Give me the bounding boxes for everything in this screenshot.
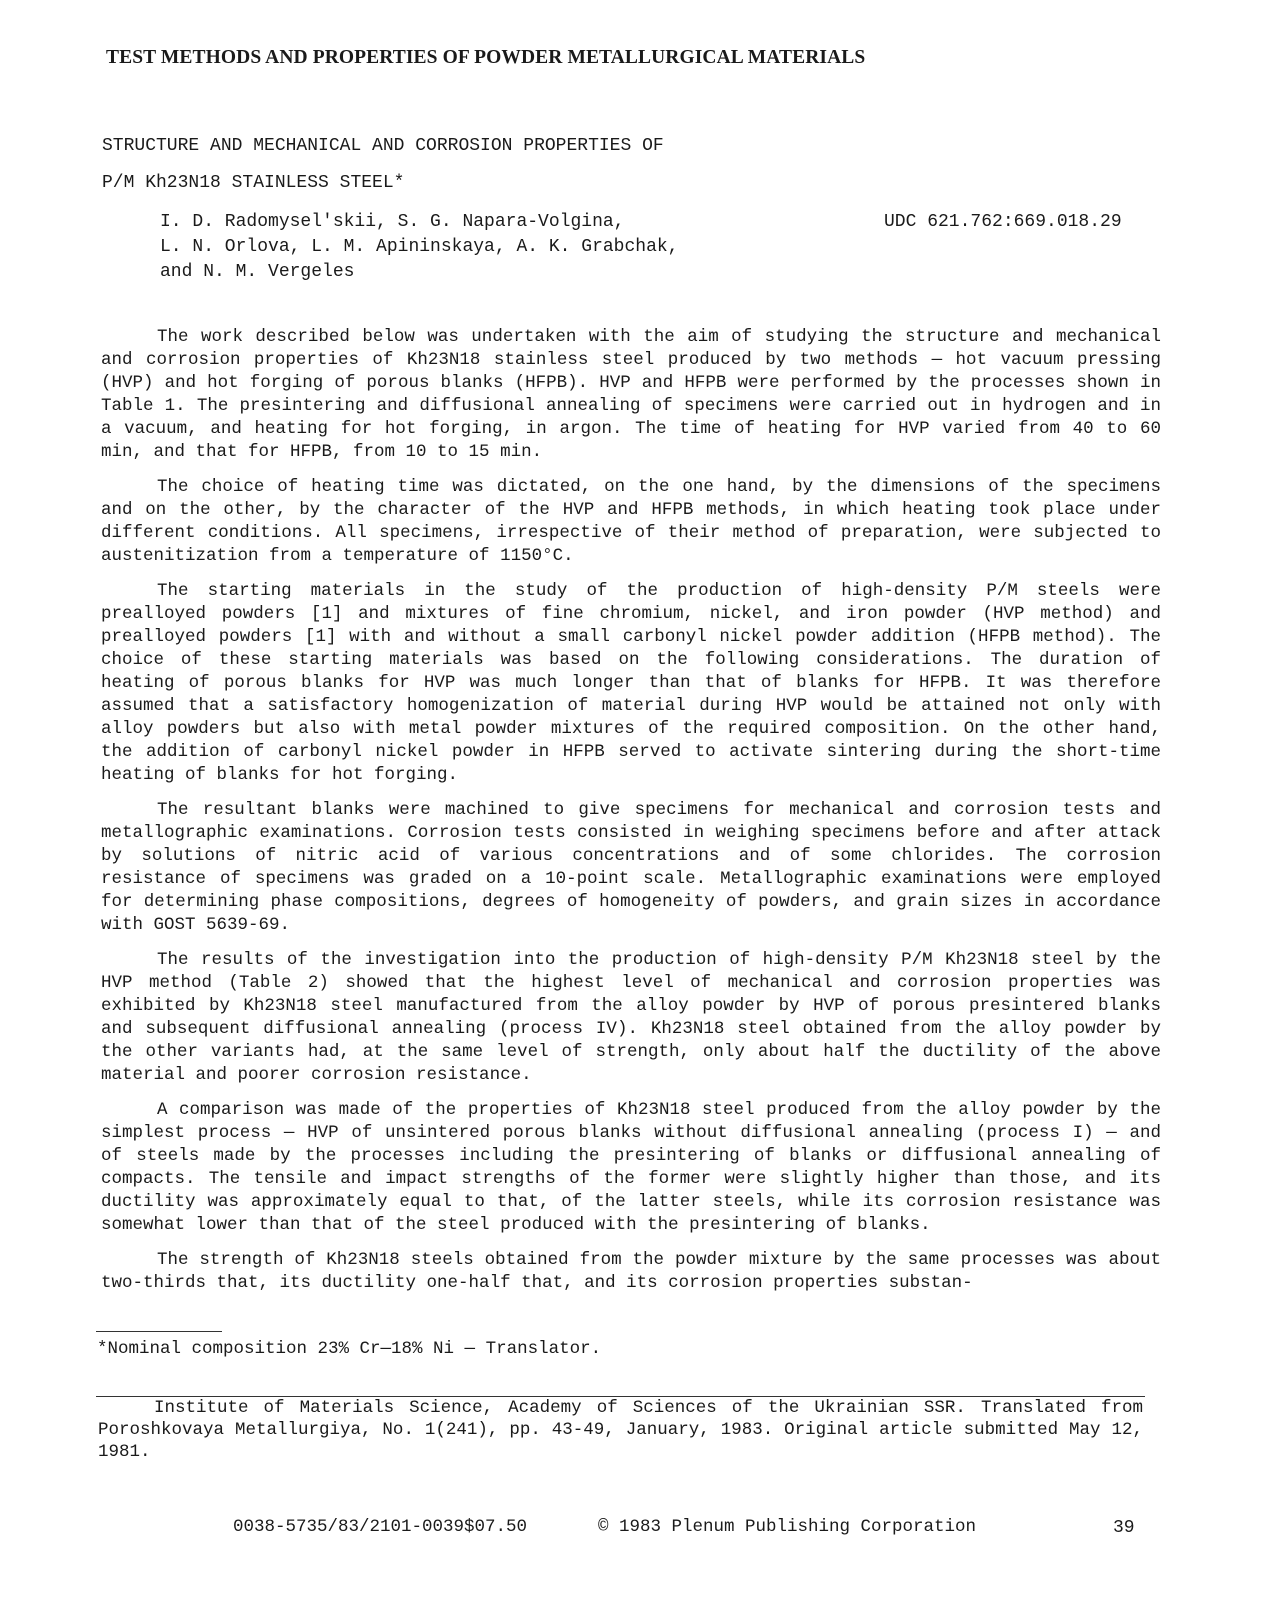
authors-line-1: I. D. Radomysel'skii, S. G. Napara-Volgina, <box>160 212 625 232</box>
institute-note: Institute of Materials Science, Academy of Sciences of the Ukrainian SSR. Translated from Poroshkovaya Metallurgiya, No. 1(241), pp. 43-49, January, 1983. Original article submitted May 12, 1981. <box>98 1398 1143 1462</box>
authors-line-3: and N. M. Vergeles <box>160 262 355 282</box>
paragraph-3: The starting materials in the study of the production of high-density P/M steels were prealloyed powders [1] and mixtures of fine chromium, nickel, and iron powder (HVP method) and prealloyed powders [1] with and without a small carbonyl nickel powder addition (HFPB method). The choice of these starting materials was based on the following considerations. The duration of heating of porous blanks for HVP was much longer than that of blanks for HFPB. It was therefore assumed that a satisfactory homogenization of material during HVP would be attained not only with alloy powders but also with metal powder mixtures of the required composition. On the other hand, the addition of carbonyl nickel powder in HFPB served to activate sintering during the short-time heating of blanks for hot forging. <box>101 581 1161 785</box>
article-body <box>101 326 1161 1307</box>
article-title <box>102 128 664 202</box>
udc-code: UDC 621.762:669.018.29 <box>884 212 1122 232</box>
footnote-divider <box>96 1331 222 1332</box>
paragraph-5: The results of the investigation into the production of high-density P/M Kh23N18 steel by the HVP method (Table 2) showed that the highest level of mechanical and corrosion properties was exhibited by Kh23N18 steel manufactured from the alloy powder by HVP of porous presintered blanks and subsequent diffusional annealing (process IV). Kh23N18 steel obtained from the alloy powder by the other variants had, at the same level of strength, only about half the ductility of the above material and poorer corrosion resistance. <box>101 950 1161 1085</box>
footer-copyright: © 1983 Plenum Publishing Corporation <box>598 1517 977 1537</box>
paragraph-7: The strength of Kh23N18 steels obtained from the powder mixture by the same processes was about two-thirds that, its ductility one-half that, and its corrosion properties substan- <box>101 1250 1161 1293</box>
footer-code: 0038-5735/83/2101-0039$07.50 <box>233 1517 528 1537</box>
paragraph-2: The choice of heating time was dictated, on the one hand, by the dimensions of the specimens and on the other, by the character of the HVP and HFPB methods, in which heating took place under different conditions. All specimens, irrespective of their method of preparation, were subjected to austenitization from a temperature of 1150°C. <box>101 477 1161 566</box>
authors-line-2: L. N. Orlova, L. M. Apininskaya, A. K. Grabchak, <box>160 237 679 257</box>
title-line-2: P/M Kh23N18 STAINLESS STEEL* <box>102 173 405 193</box>
page-number: 39 <box>1113 1518 1135 1538</box>
author-list <box>160 210 678 285</box>
paragraph-4: The resultant blanks were machined to give specimens for mechanical and corrosion tests and metallographic examinations. Corrosion tests consisted in weighing specimens before and after attack by solutions of nitric acid of various concentrations and of some chlorides. The corrosion resistance of specimens was graded on a 10-point scale. Metallographic examinations were employed for determining phase compositions, degrees of homogeneity of powders, and grain sizes in accordance with GOST 5639-69. <box>101 800 1161 935</box>
paragraph-6: A comparison was made of the properties of Kh23N18 steel produced from the alloy powder by the simplest process — HVP of unsintered porous blanks without diffusional annealing (process I) — and of steels made by the processes including the presintering of blanks or diffusional annealing of compacts. The tensile and impact strengths of the former were slightly higher than those, and its ductility was approximately equal to that, of the latter steels, while its corrosion resistance was somewhat lower than that of the steel produced with the presintering of blanks. <box>101 1100 1161 1235</box>
title-line-1: STRUCTURE AND MECHANICAL AND CORROSION PROPERTIES OF <box>102 136 664 156</box>
paragraph-1: The work described below was undertaken with the aim of studying the structure and mechanical and corrosion properties of Kh23N18 stainless steel produced by two methods — hot vacuum pressing (HVP) and hot forging of porous blanks (HFPB). HVP and HFPB were performed by the processes shown in Table 1. The presintering and diffusional annealing of specimens were carried out in hydrogen and in a vacuum, and heating for hot forging, in argon. The time of heating for HVP varied from 40 to 60 min, and that for HFPB, from 10 to 15 min. <box>101 327 1161 462</box>
footnote: *Nominal composition 23% Cr—18% Ni — Translator. <box>97 1339 602 1359</box>
section-heading: TEST METHODS AND PROPERTIES OF POWDER METALLURGICAL MATERIALS <box>106 47 866 68</box>
